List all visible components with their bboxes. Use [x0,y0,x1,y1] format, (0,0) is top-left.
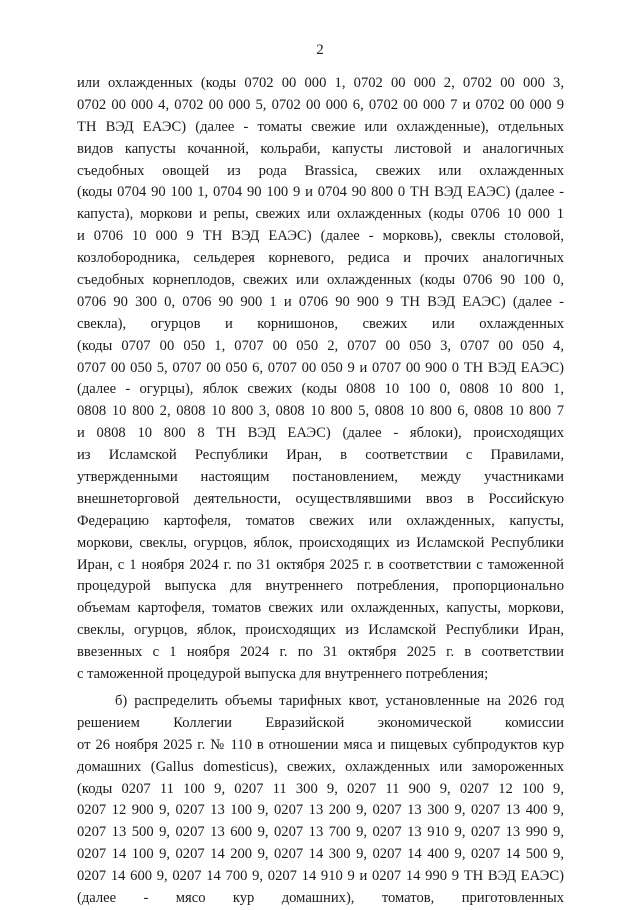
text-line: с таможенной процедурой выпуска для внутреннего потребления; [77,666,489,683]
paragraph [77,686,564,910]
document-body [77,73,564,910]
text-line: (далее - мясо кур домашних), томатов, приготовленных [77,889,564,906]
text-line: (коды 0704 90 100 1, 0704 90 100 9 и 0704 90 800 0 ТН ВЭД ЕАЭС) (далее - [77,184,564,201]
text-line: (коды 0707 00 050 1, 0707 00 050 2, 0707 00 050 3, 0707 00 050 4, [77,337,564,354]
text-line: (коды 0207 11 100 9, 0207 11 300 9, 0207 11 900 9, 0207 12 100 9, [77,780,564,797]
text-line: свеклы, огурцов, яблок, происходящих из Исламской Республики Иран, [77,622,564,639]
text-line: 0808 10 800 2, 0808 10 800 3, 0808 10 800 5, 0808 10 800 6, 0808 10 800 7 [77,403,564,420]
text-line: процедурой выпуска для внутреннего потребления, пропорционально [77,578,564,595]
text-line: 0207 14 100 9, 0207 14 200 9, 0207 14 300 9, 0207 14 400 9, 0207 14 500 9, [77,846,564,863]
text-line: утвержденными настоящим постановлением, между участниками [77,469,564,486]
text-line: из Исламской Республики Иран, в соответствии с Правилами, [77,447,564,464]
text-line: решением Коллегии Евразийской экономической комиссии [77,714,564,731]
text-line: Федерацию картофеля, томатов свежих или охлажденных, капусты, [77,512,564,529]
text-line: ТН ВЭД ЕАЭС) (далее - томаты свежие или охлажденные), отдельных [77,118,564,135]
text-line: 0207 14 600 9, 0207 14 700 9, 0207 14 910 9 и 0207 14 990 9 ТН ВЭД ЕАЭС) [77,868,564,885]
text-line: 0207 12 900 9, 0207 13 100 9, 0207 13 200 9, 0207 13 300 9, 0207 13 400 9, [77,802,564,819]
text-line: и 0808 10 800 8 ТН ВЭД ЕАЭС) (далее - яблоки), происходящих [77,425,564,442]
text-line: 0207 13 500 9, 0207 13 600 9, 0207 13 700 9, 0207 13 910 9, 0207 13 990 9, [77,824,564,841]
text-line: 0702 00 000 4, 0702 00 000 5, 0702 00 000 6, 0702 00 000 7 и 0702 00 000 9 [77,96,564,113]
text-line: козлобородника, сельдерея корневого, редиса и прочих аналогичных [77,250,564,267]
text-line: от 26 ноября 2025 г. № 110 в отношении мяса и пищевых субпродуктов кур [77,736,564,753]
text-line: 0707 00 050 5, 0707 00 050 6, 0707 00 050 9 и 0707 00 900 0 ТН ВЭД ЕАЭС) [77,359,564,376]
text-line: домашних (Gallus domesticus), свежих, охлажденных или замороженных [77,758,564,775]
text-line: объемам картофеля, томатов свежих или охлажденных, капусты, моркови, [77,600,564,617]
text-line: и 0706 10 000 9 ТН ВЭД ЕАЭС) (далее - морковь), свеклы столовой, [77,228,564,245]
text-line: 0706 90 300 0, 0706 90 900 1 и 0706 90 900 9 ТН ВЭД ЕАЭС) (далее - [77,293,564,310]
text-line: съедобных овощей из рода Brassica, свежих или охлажденных [77,162,564,179]
text-line: внешнеторговой деятельности, осуществлявшими ввоз в Российскую [77,490,564,507]
text-line: (далее - огурцы), яблок свежих (коды 0808 10 100 0, 0808 10 800 1, [77,381,564,398]
text-line: или охлажденных (коды 0702 00 000 1, 0702 00 000 2, 0702 00 000 3, [77,75,564,91]
text-line: б) распределить объемы тарифных квот, установленные на 2026 год [115,692,564,709]
text-line: капуста), моркови и репы, свежих или охлажденных (коды 0706 10 000 1 [77,206,564,223]
text-line: съедобных корнеплодов, свежих или охлажденных (коды 0706 90 100 0, [77,272,564,289]
page-number: 2 [316,42,324,58]
text-line: моркови, свеклы, огурцов, яблок, происходящих из Исламской Республики [77,534,564,551]
text-line: видов капусты кочанной, кольраби, капусты листовой и аналогичных [77,140,564,157]
text-line: свекла), огурцов и корнишонов, свежих или охлажденных [77,315,564,332]
text-line: Иран, с 1 ноября 2024 г. по 31 октября 2025 г. в соответствии с таможенной [77,556,564,573]
text-line: ввезенных с 1 ноября 2024 г. по 31 октября 2025 г. в соответствии [77,644,564,661]
paragraph [77,73,564,686]
